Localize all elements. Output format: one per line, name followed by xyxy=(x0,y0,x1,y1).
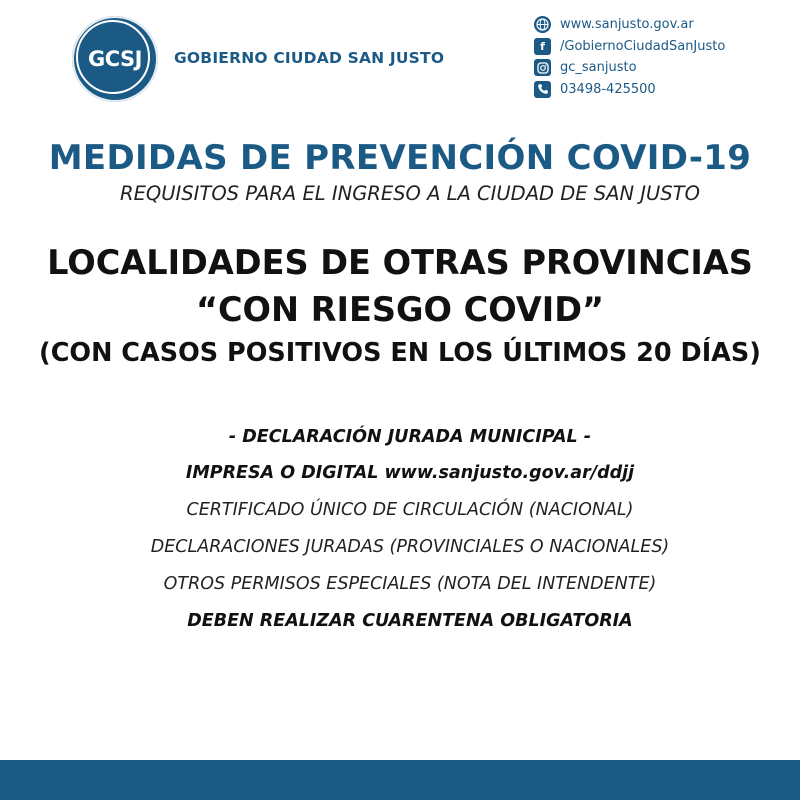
requirement-item: OTROS PERMISOS ESPECIALES (NOTA DEL INTENDENTE) xyxy=(163,574,657,594)
phone-icon xyxy=(534,81,551,98)
contact-phone[interactable] xyxy=(534,79,725,101)
requirement-item: DECLARACIONES JURADAS (PROVINCIALES O NACIONALES) xyxy=(150,537,670,557)
heading-localidades: LOCALIDADES DE OTRAS PROVINCIAS xyxy=(47,243,753,282)
facebook-icon: f xyxy=(534,38,551,55)
requirement-item: CERTIFICADO ÚNICO DE CIRCULACIÓN (NACIONAL) xyxy=(186,500,634,520)
footer-bar xyxy=(0,760,800,800)
heading-riesgo: “CON RIESGO COVID” xyxy=(195,290,605,329)
contact-website[interactable] xyxy=(534,14,725,36)
instagram-icon xyxy=(534,59,551,76)
contact-instagram-text: gc_sanjusto xyxy=(560,60,637,76)
gcsj-logo xyxy=(72,16,158,102)
requirement-item: DEBEN REALIZAR CUARENTENA OBLIGATORIA xyxy=(187,611,633,631)
requirement-item: - DECLARACIÓN JURADA MUNICIPAL - xyxy=(228,427,592,447)
page-subtitle: REQUISITOS PARA EL INGRESO A LA CIUDAD DE SAN JUSTO xyxy=(120,182,700,205)
requirement-item: IMPRESA O DIGITAL www.sanjusto.gov.ar/ddjj xyxy=(185,463,635,483)
contact-website-text: www.sanjusto.gov.ar xyxy=(560,17,694,33)
globe-icon xyxy=(534,16,551,33)
logo-text: GCSJ xyxy=(88,47,142,71)
contact-facebook-text: /GobiernoCiudadSanJusto xyxy=(560,38,726,54)
contact-phone-text: 03498-425500 xyxy=(560,81,656,97)
org-name: GOBIERNO CIUDAD SAN JUSTO xyxy=(174,49,445,67)
contact-list xyxy=(534,14,725,100)
page-title: MEDIDAS DE PREVENCIÓN COVID-19 xyxy=(48,138,752,178)
contact-facebook[interactable] xyxy=(534,36,725,58)
contact-instagram[interactable] xyxy=(534,57,725,79)
heading-casos: (CON CASOS POSITIVOS EN LOS ÚLTIMOS 20 DÍAS) xyxy=(39,338,761,368)
